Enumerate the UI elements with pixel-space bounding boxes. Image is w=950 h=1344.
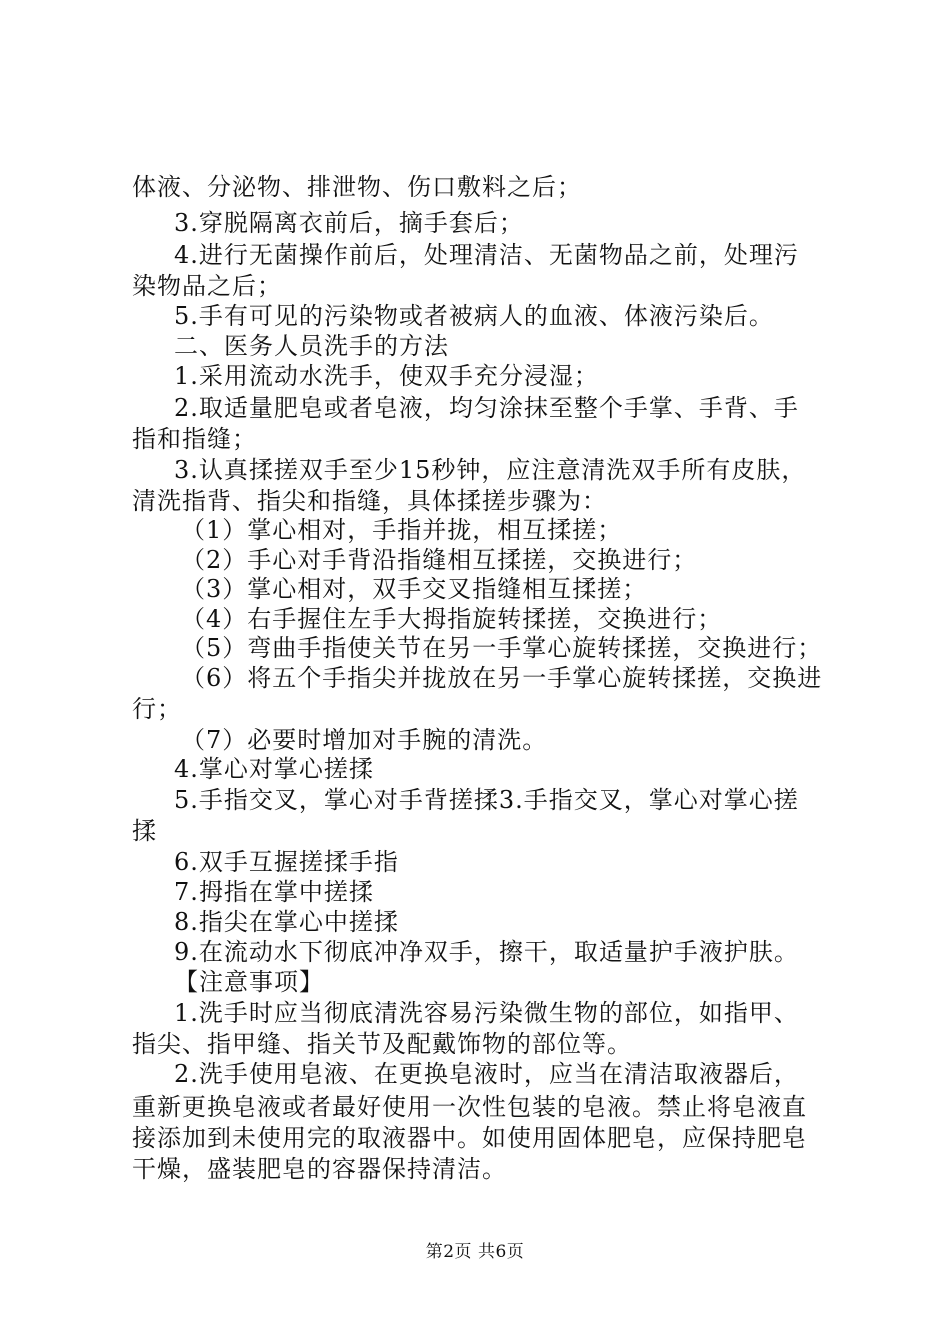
text-line: 4.掌心对掌心搓揉 xyxy=(174,755,374,783)
section-heading: 【注意事项】 xyxy=(174,968,324,996)
text-line: 3.穿脱隔离衣前后，摘手套后； xyxy=(174,209,524,237)
document-body xyxy=(0,172,950,1202)
text-line: 体液、分泌物、排泄物、伤口敷料之后； xyxy=(132,173,582,201)
list-item: （2）手心对手背沿指缝相互揉搓，交换进行； xyxy=(181,546,698,574)
list-item: （5）弯曲手指使关节在另一手掌心旋转揉搓，交换进行； xyxy=(181,634,823,662)
text-line: 染物品之后； xyxy=(132,272,282,300)
text-line: 接添加到未使用完的取液器中。如使用固体肥皂，应保持肥皂 xyxy=(132,1124,807,1152)
text-line: 清洗指背、指尖和指缝，具体揉搓步骤为： xyxy=(132,487,607,515)
text-line: 指和指缝； xyxy=(132,425,257,453)
section-heading: 二、医务人员洗手的方法 xyxy=(174,332,449,360)
text-line: 5.手有可见的污染物或者被病人的血液、体液污染后。 xyxy=(174,302,774,330)
text-line: 4.进行无菌操作前后，处理清洁、无菌物品之前，处理污 xyxy=(174,241,799,269)
list-item: （1）掌心相对，手指并拢，相互揉搓； xyxy=(181,516,623,544)
text-line: 9.在流动水下彻底冲净双手，擦干，取适量护手液护肤。 xyxy=(174,938,799,966)
list-item: （6）将五个手指尖并拢放在另一手掌心旋转揉搓，交换进 xyxy=(181,664,823,692)
text-line: 揉 xyxy=(132,817,157,845)
text-line: 干燥，盛装肥皂的容器保持清洁。 xyxy=(132,1155,507,1183)
text-line: 8.指尖在掌心中搓揉 xyxy=(174,908,399,936)
text-line: 1.洗手时应当彻底清洗容易污染微生物的部位，如指甲、 xyxy=(174,999,799,1027)
text-line: 2.取适量肥皂或者皂液，均匀涂抹至整个手掌、手背、手 xyxy=(174,394,799,422)
list-item: （3）掌心相对，双手交叉指缝相互揉搓； xyxy=(181,575,648,603)
text-line: 7.拇指在掌中搓揉 xyxy=(174,878,374,906)
text-line: 5.手指交叉，掌心对手背搓揉3.手指交叉，掌心对掌心搓 xyxy=(174,786,799,814)
text-line: 重新更换皂液或者最好使用一次性包装的皂液。禁止将皂液直 xyxy=(132,1093,807,1121)
text-line: 1.采用流动水洗手，使双手充分浸湿； xyxy=(174,362,599,390)
list-item: 行； xyxy=(132,695,182,723)
text-line: 指尖、指甲缝、指关节及配戴饰物的部位等。 xyxy=(132,1030,632,1058)
text-line: 6.双手互握搓揉手指 xyxy=(174,848,399,876)
page-number-footer: 第2页 共6页 xyxy=(425,1242,525,1262)
list-item: （7）必要时增加对手腕的清洗。 xyxy=(181,726,548,754)
list-item: （4）右手握住左手大拇指旋转揉搓，交换进行； xyxy=(181,605,723,633)
text-line: 2.洗手使用皂液、在更换皂液时，应当在清洁取液器后， xyxy=(174,1060,799,1088)
text-line: 3.认真揉搓双手至少15秒钟，应注意清洗双手所有皮肤， xyxy=(174,456,807,484)
